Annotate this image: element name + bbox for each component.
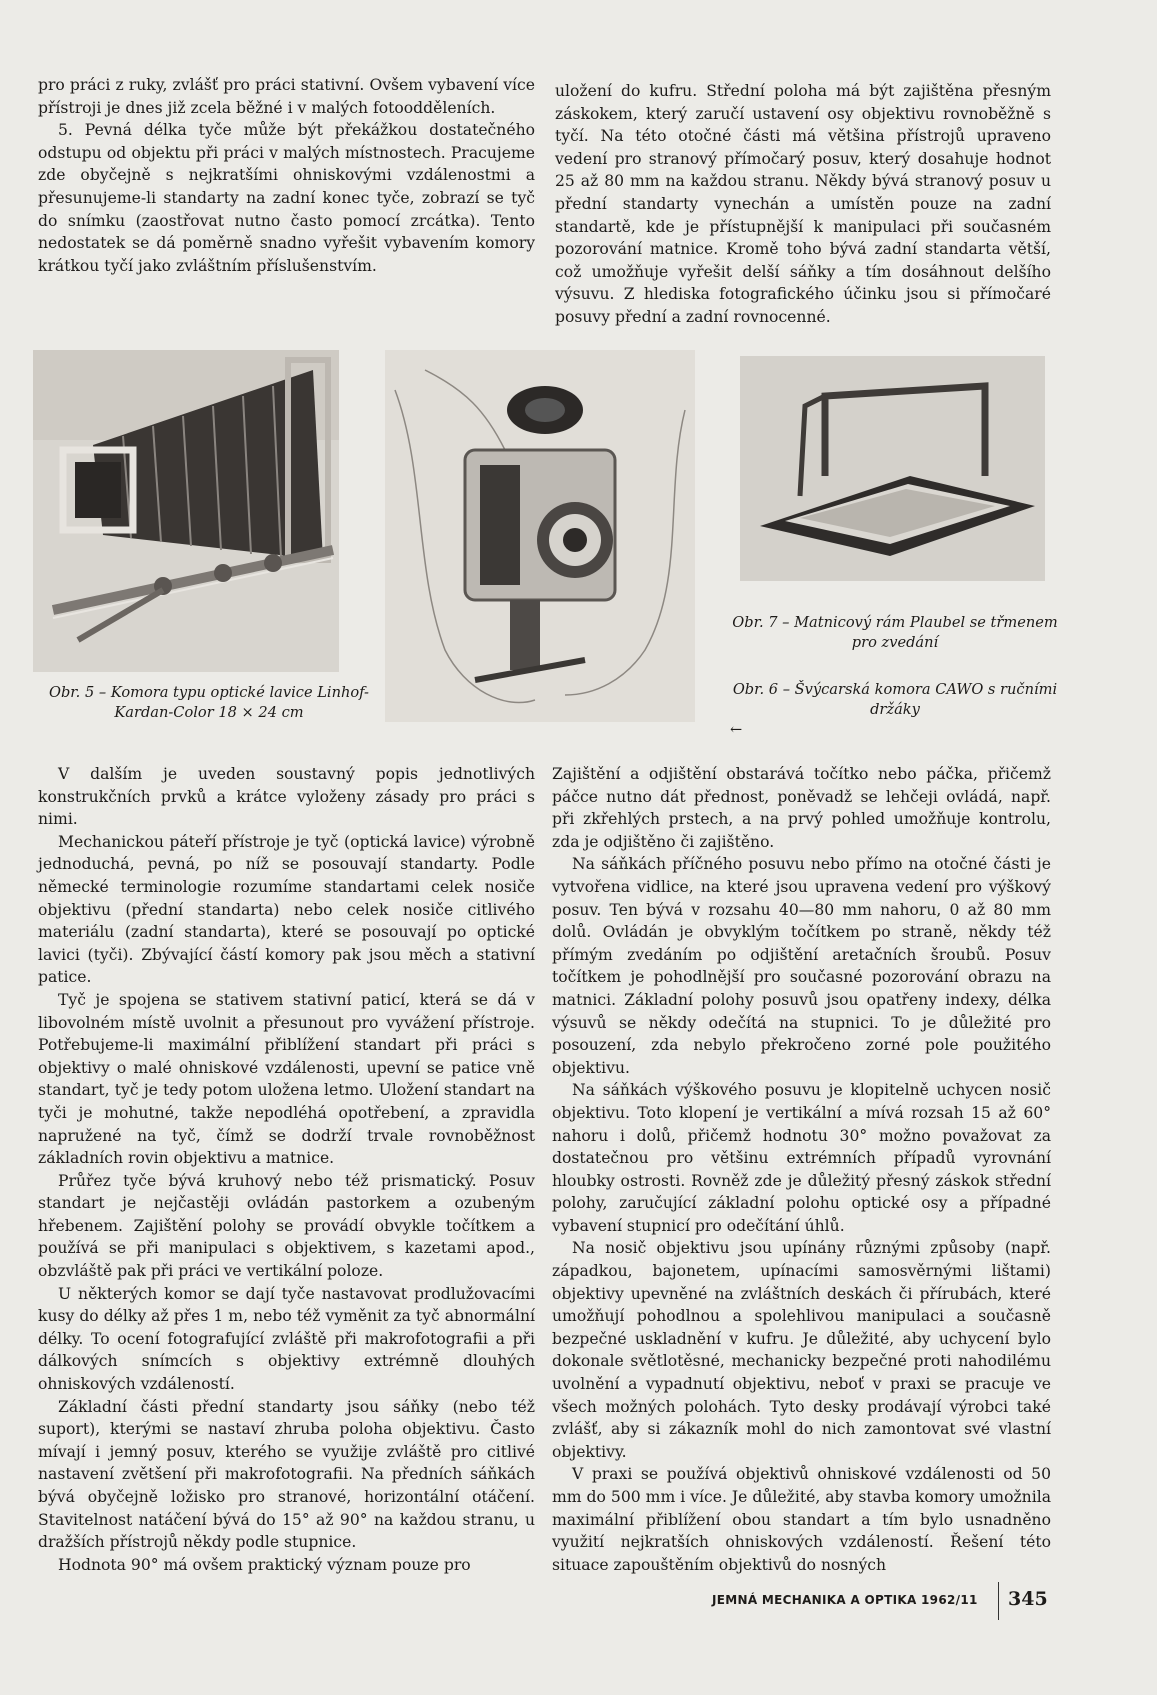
figure-5-caption: Obr. 5 – Komora typu optické lavice Linhof-Kardan-Color 18 × 24 cm — [49, 684, 369, 721]
left-arrow-icon: ← — [730, 721, 743, 738]
footer-divider — [998, 1582, 999, 1620]
paragraph: Mechanickou páteří přístroje je tyč (optická lavice) výrobně jednoduchá, pevná, po níž se posouvají standarty. Podle německé terminologie rozumíme standartami celek nosiče objektivu (přední standarta) nebo celek nosiče citlivého materiálu (zadní standarta), které se posouvají po optické lavici (tyči). Zbývající částí komory pak jsou měch a stativní patice. — [38, 832, 535, 987]
figure-7-caption: Obr. 7 – Matnicový rám Plaubel se třmenem pro zvedání — [732, 614, 1058, 651]
paragraph: U některých komor se dají tyče nastavovat prodlužovacími kusy do délky až přes 1 m, nebo též vyměnit za tyč abnormální délky. To ocení fotografující zvláště při makrofotografii a při dálkových snímcích s objektivy extrémně dlouhých ohniskových vzdáleností. — [38, 1284, 535, 1394]
paragraph: uložení do kufru. Střední poloha má být zajištěna přesným záskokem, který zaručí ustavení osy objektivu rovnoběžně s tyčí. Na této otočné části má většina přístrojů upraveno vedení pro stranový přímočarý posuv, který dosahuje hodnot 25 až 80 mm na každou stranu. Někdy bývá stranový posuv u přední standarty vynechán a umístěn pouze na zadní standartě, kde je přístupnější k manipulaci při současném pozorování matnice. Kromě toho bývá zadní standarta větší, což umožňuje vyřešit delší sáňky a tím dosáhnout delšího výsuvu. Z hlediska fotografického účinku jsou si přímočaré posuvy přední a zadní rovnocenné. — [555, 82, 1051, 326]
figure-6-caption — [720, 680, 1070, 740]
figure-7-plaubel-frame-photo — [740, 356, 1045, 581]
paragraph: Základní části přední standarty jsou sáňky (nebo též suport), kterými se nastaví zhruba poloha objektivu. Často mívají i jemný posuv, kterého se využije zvláště pro citlivé nastavení zvětšení při makrofotografii. Na předních sáňkách bývá obyčejně ložisko pro stranové, horizontální otáčení. Stavitelnost natáčení bývá do 15° až 90° na každou stranu, u dražších přístrojů někdy podle stupnice. — [38, 1397, 535, 1552]
paragraph: Na sáňkách výškového posuvu je klopitelně uchycen nosič objektivu. Toto klopení je vertikální a mívá rozsah 15 až 60° nahoru i dolů, přičemž hodnotu 30° možno považovat za dostatečnou pro většinu extrémních případů vyrovnání hloubky ostrosti. Rovněž zde je důležitý přesný záskok střední polohy, zaručující základní polohu optické osy a případné vybavení stupnicí pro odečítání úhlů. — [552, 1081, 1051, 1235]
paragraph: Hodnota 90° má ovšem praktický význam pouze pro — [58, 1555, 471, 1574]
paragraph: Na nosič objektivu jsou upínány různými způsoby (např. západkou, bajonetem, upínacími samosvěrnými lištami) objektivy upevněné na zvláštních deskách či přírubách, které umožňují pohodlnou a spolehlivou manipulaci a současně bezpečné uskladnění v kufru. Je důležité, aby uchycení bylo dokonale světlotěsné, mechanicky bezpečné proti nahodilému uvolnění a vypadnutí objektivu, neboť v praxi se pracuje ve všech možných polohách. Tyto desky prodávají výrobci také zvlášť, aby si zákazník mohl do nich zamontovat své vlastní objektivy. — [552, 1239, 1051, 1461]
paragraph: 5. Pevná délka tyče může být překážkou dostatečného odstupu od objektu při práci v malých místnostech. Pracujeme zde obyčejně s nejkratšími ohniskovými vzdálenostmi a přesunujeme-li standarty na zadní konec tyče, zobrazí se tyč do snímku (zaostřovat nutno často pomocí zrcátka). Tento nedostatek se dá poměrně snadno vyřešit vybavením komory krátkou tyčí jako zvláštním příslušenstvím. — [38, 121, 535, 275]
figure-5-linhof-camera-photo — [33, 350, 339, 672]
figure-6-cawo-camera-photo — [385, 350, 695, 722]
paragraph: Zajištění a odjištění obstarává točítko nebo páčka, přičemž páčce nutno dát přednost, poněvadž se lehčeji ovládá, např. při zkřehlých prstech, a na prvý pohled umožňuje kontrolu, zda je odjištěno či zajištěno. — [552, 765, 1051, 851]
column-left-top — [38, 74, 535, 277]
paragraph: Tyč je spojena se stativem stativní paticí, která se dá v libovolném místě uvolnit a přesunout pro vyvážení přístroje. Potřebujeme-li maximální přiblížení standart při práci s objektivy o malé ohniskové vzdálenosti, upevní se patice vně standart, tyč je tedy potom uložena letmo. Uložení standart na tyči je mohutné, takže nepodléhá opotřebení, a zpravidla napružené na tyč, čímž se dodrží trvale rovnoběžnost základních rovin objektivu a matnice. — [38, 990, 535, 1168]
paragraph: Průřez tyče bývá kruhový nebo též prismatický. Posuv standart je nejčastěji ovládán pastorkem a ozubeným hřebenem. Zajištění polohy se provádí obvykle točítkem a používá se při manipulaci s objektivem, s kazetami apod., obzvláště pak při práci ve vertikální poloze. — [38, 1171, 535, 1281]
figure-6-caption-text: Obr. 6 – Švýcarská komora CAWO s ručními držáky — [732, 681, 1058, 718]
paragraph: pro práci z ruky, zvlášť pro práci stativní. Ovšem vybavení více přístroji je dnes již zcela běžné i v malých fotoodděleních. — [38, 76, 535, 117]
paragraph: V dalším je uveden soustavný popis jednotlivých konstrukčních prvků a krátce vyloženy zásady pro práci s nimi. — [38, 765, 535, 829]
column-right-top — [555, 80, 1051, 329]
journal-footer: JEMNÁ MECHANIKA A OPTIKA 1962/11 — [712, 1593, 978, 1607]
page-number: 345 — [1008, 1588, 1048, 1610]
paragraph: V praxi se používá objektivů ohniskové vzdálenosti od 50 mm do 500 mm i více. Je důležité, aby stavba komory umožnila maximální přiblížení obou standart a tím bylo usnadněno využití nejkratších ohniskových vzdáleností. Řešení této situace zapouštěním objektivů do nosných — [552, 1465, 1051, 1574]
paragraph: Na sáňkách příčného posuvu nebo přímo na otočné části je vytvořena vidlice, na které jsou upravena vedení pro výškový posuv. Ten bývá v rozsahu 40—80 mm nahoru, 0 až 80 mm dolů. Ovládán je obvyklým točítkem po straně, někdy též přímým zvedáním po odjištění aretačních šroubů. Posuv točítkem je pohodlnější pro současné pozorování obrazu na matnici. Základní polohy posuvů jsou opatřeny indexy, délka výsuvů se někdy odečítá na stupnici. To je důležité pro posouzení, zda nebylo překročeno zorné pole použitého objektivu. — [552, 855, 1051, 1077]
column-right-bottom — [552, 763, 1051, 1576]
column-left-bottom — [38, 763, 535, 1576]
